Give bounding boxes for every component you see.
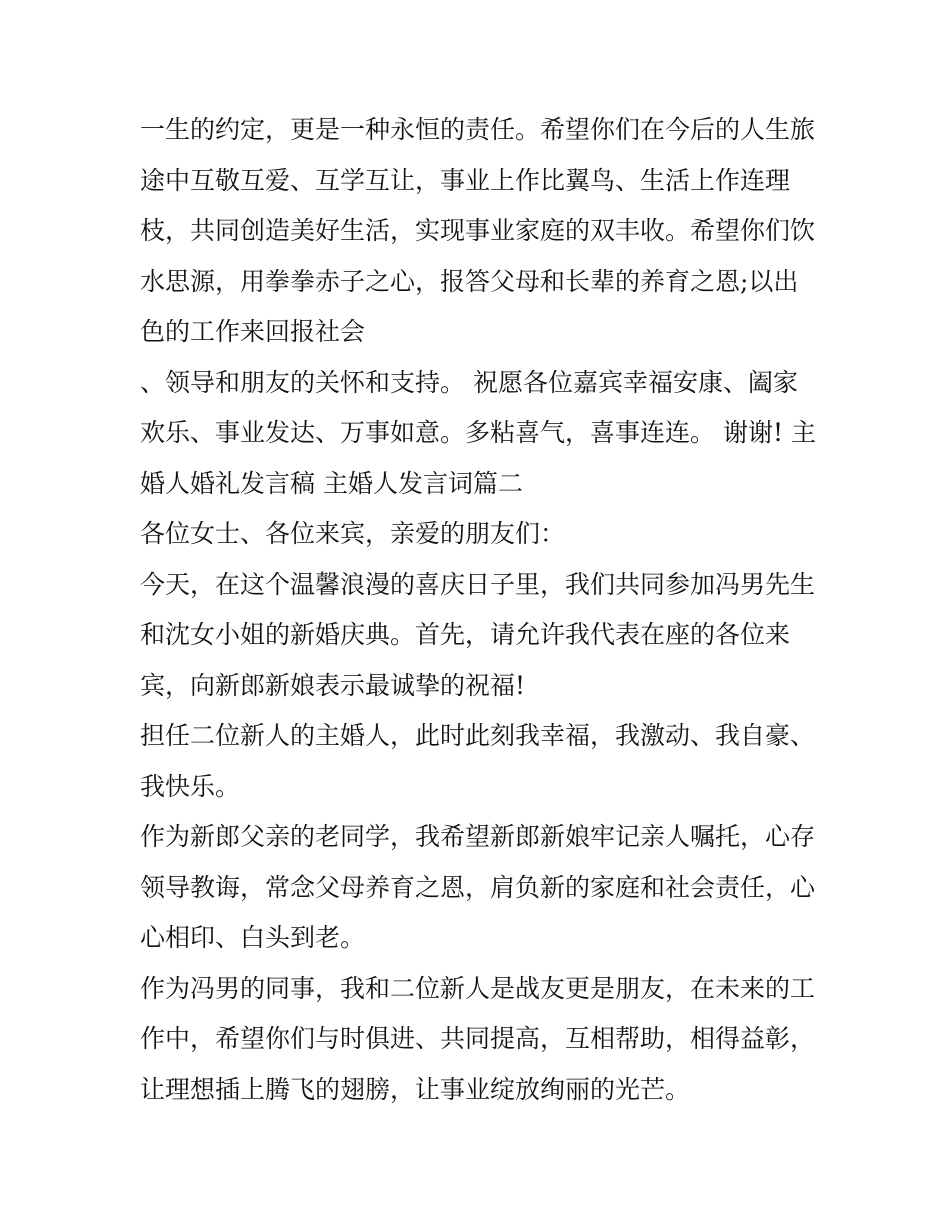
text-line: 枝，共同创造美好生活，实现事业家庭的双丰收。希望你们饮 [140, 216, 816, 245]
text-line: 婚人婚礼发言稿 主婚人发言词篇二 [140, 469, 523, 498]
text-line: 今天，在这个温馨浪漫的喜庆日子里，我们共同参加冯男先生 [140, 570, 816, 599]
text-line: 一生的约定，更是一种永恒的责任。希望你们在今后的人生旅 [140, 115, 816, 144]
text-line: 作为冯男的同事，我和二位新人是战友更是朋友，在未来的工 [140, 974, 816, 1003]
text-line: 、领导和朋友的关怀和支持。 祝愿各位嘉宾幸福安康、阖家 [140, 368, 798, 397]
text-line: 我快乐。 [140, 772, 241, 801]
text-line: 各位女士、各位来宾，亲爱的朋友们： [140, 519, 566, 548]
text-line: 和沈女小姐的新婚庆典。首先，请允许我代表在座的各位来 [140, 620, 791, 649]
text-line: 宾，向新郎新娘表示最诚挚的祝福! [140, 671, 526, 700]
text-line: 途中互敬互爱、互学互让，事业上作比翼鸟、生活上作连理 [140, 166, 791, 195]
text-line: 作中，希望你们与时俱进、共同提高，互相帮助，相得益彰， [140, 1024, 816, 1053]
text-line: 领导教诲，常念父母养育之恩，肩负新的家庭和社会责任，心 [140, 873, 816, 902]
text-line: 作为新郎父亲的老同学，我希望新郎新娘牢记亲人嘱托，心存 [140, 822, 816, 851]
text-line: 色的工作来回报社会 [140, 317, 366, 346]
text-line: 让理想插上腾飞的翅膀，让事业绽放绚丽的光芒。 [140, 1075, 691, 1104]
text-line: 担任二位新人的主婚人，此时此刻我幸福，我激动、我自豪、 [140, 721, 816, 750]
text-line: 心相印、白头到老。 [140, 923, 366, 952]
text-line: 水思源，用拳拳赤子之心，报答父母和长辈的养育之恩;以出 [140, 267, 799, 296]
text-line: 欢乐、事业发达、万事如意。多粘喜气，喜事连连。 谢谢! 主 [140, 418, 816, 447]
